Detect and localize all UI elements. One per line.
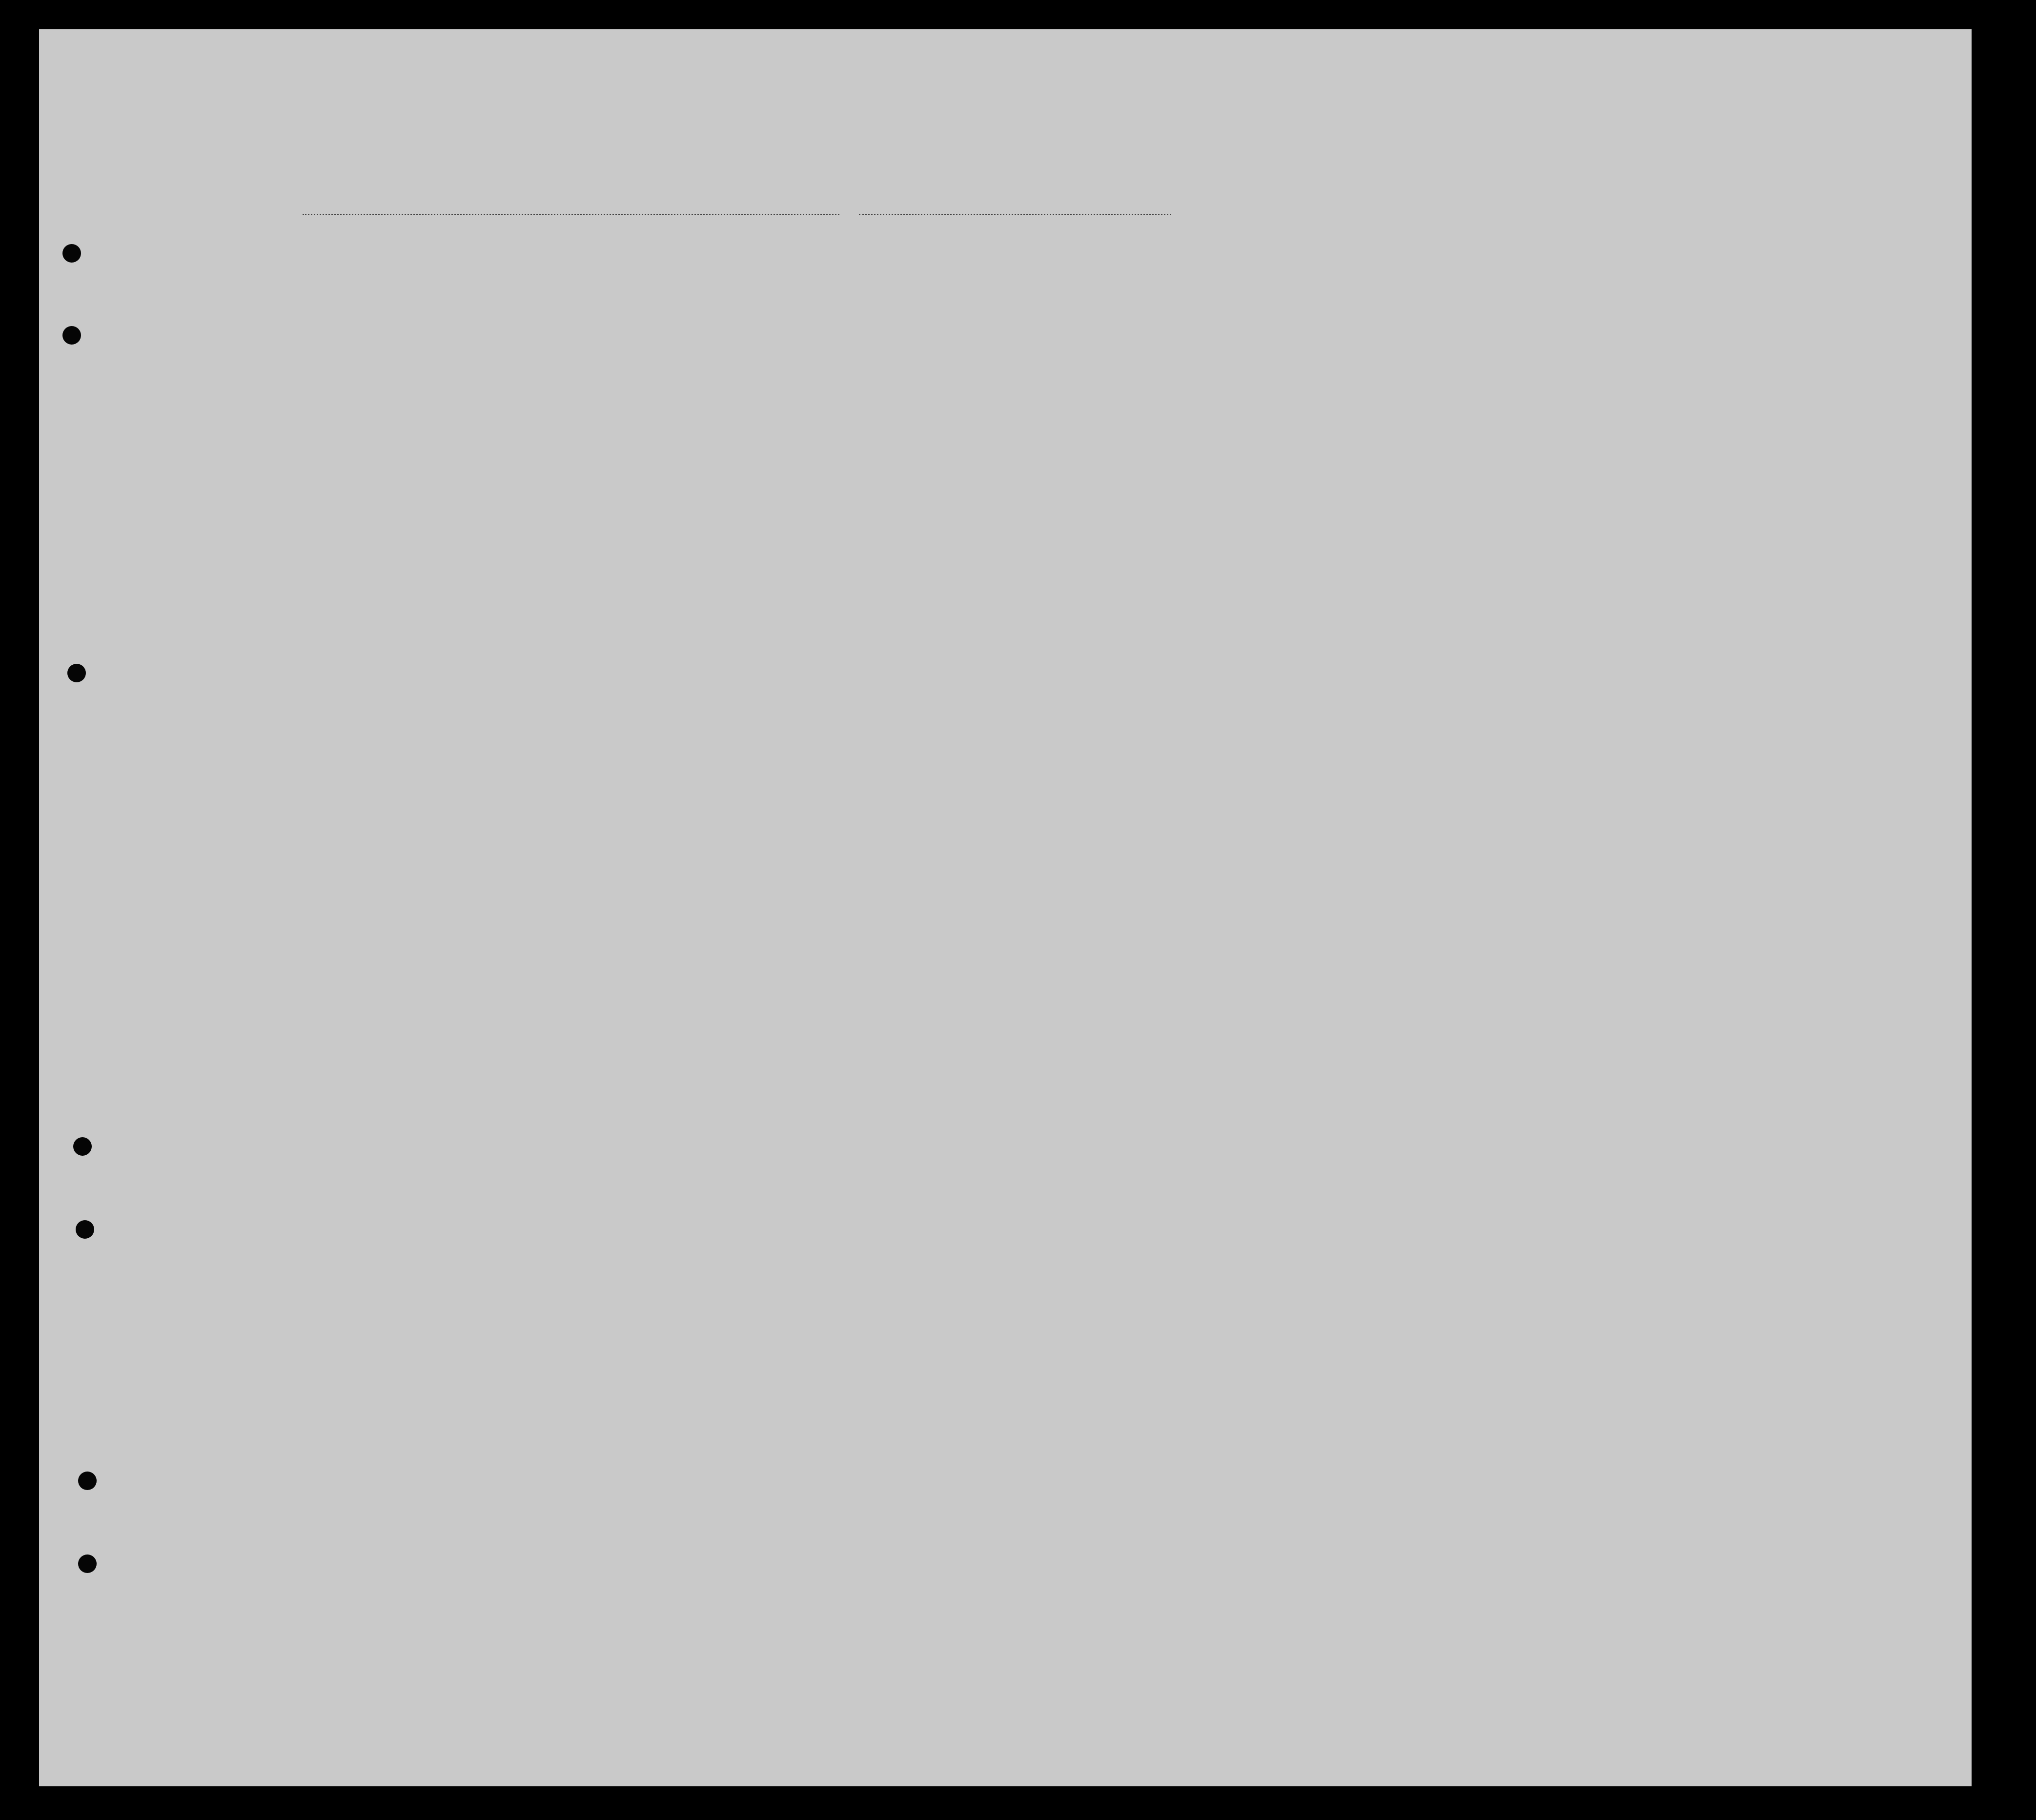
manifest-sheet [39,29,1972,1786]
binding-hole [62,244,81,263]
binding-hole [62,326,81,345]
binding-hole [67,664,86,682]
date-underline [859,214,1171,215]
binding-hole [76,1220,94,1239]
port-underline [303,214,839,215]
binding-hole [73,1137,92,1156]
binding-hole [78,1472,97,1490]
binding-hole [78,1554,97,1573]
